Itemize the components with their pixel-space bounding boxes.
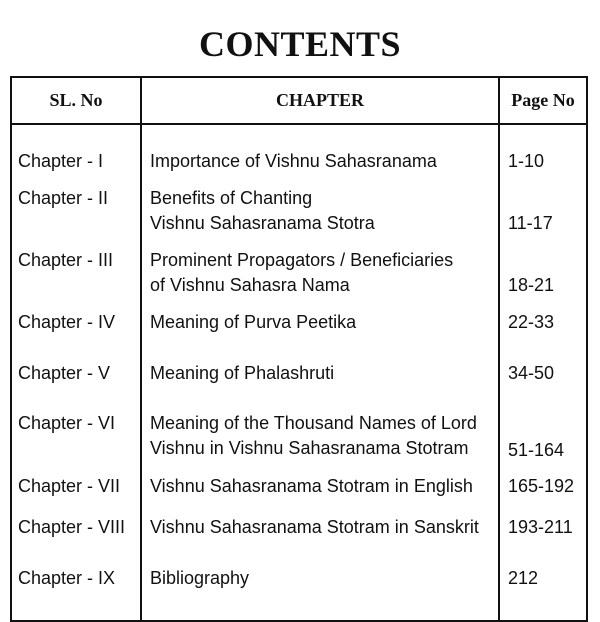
chapter-title-line: Meaning of Phalashruti — [150, 363, 335, 383]
page-range: 11-17 — [508, 213, 553, 233]
chapter-title-line: of Vishnu Sahasra Nama — [150, 275, 350, 295]
page-title: CONTENTS — [198, 24, 402, 64]
chapter-number: Chapter - I — [18, 151, 104, 171]
page-range: 51-164 — [508, 440, 565, 460]
chapter-title-line: Bibliography — [150, 568, 250, 588]
chapter-number: Chapter - VII — [18, 476, 121, 496]
column-divider-right — [498, 76, 500, 622]
page-range: 1-10 — [508, 151, 545, 171]
chapter-title — [150, 474, 496, 499]
chapter-title-line: Benefits of Chanting — [150, 188, 313, 208]
chapter-title — [150, 186, 496, 236]
chapter-title-line: Prominent Propagators / Beneficiaries — [150, 250, 454, 270]
chapter-title-line: Vishnu Sahasranama Stotram in Sanskrit — [150, 517, 479, 537]
page-range: 212 — [508, 568, 539, 588]
chapter-title-line: Vishnu Sahasranama Stotra — [150, 213, 375, 233]
header-page-no: Page No — [511, 90, 575, 110]
chapter-number: Chapter - V — [18, 363, 111, 383]
chapter-title — [150, 310, 496, 335]
chapter-number: Chapter - VIII — [18, 517, 126, 537]
chapter-title-line: Meaning of the Thousand Names of Lord — [150, 413, 477, 433]
chapter-title — [150, 149, 496, 174]
chapter-title-line: Vishnu Sahasranama Stotram in English — [150, 476, 473, 496]
header-divider — [10, 123, 588, 125]
chapter-title — [150, 248, 496, 298]
chapter-title — [150, 566, 496, 591]
header-chapter: CHAPTER — [275, 90, 364, 110]
chapter-title — [150, 361, 496, 386]
chapter-number: Chapter - II — [18, 188, 109, 208]
page-range: 193-211 — [508, 517, 573, 537]
chapter-title-line: Importance of Vishnu Sahasranama — [150, 151, 437, 171]
header-sl-no: SL. No — [49, 90, 103, 110]
page-range: 18-21 — [508, 275, 555, 295]
page-range: 165-192 — [508, 476, 575, 496]
page-range: 34-50 — [508, 363, 555, 383]
page-range: 22-33 — [508, 312, 555, 332]
chapter-title-line: Vishnu in Vishnu Sahasranama Stotram — [150, 438, 469, 458]
chapter-number: Chapter - IV — [18, 312, 116, 332]
chapter-number: Chapter - VI — [18, 413, 116, 433]
chapter-number: Chapter - III — [18, 250, 114, 270]
chapter-title — [150, 411, 496, 461]
chapter-number: Chapter - IX — [18, 568, 116, 588]
chapter-title-line: Meaning of Purva Peetika — [150, 312, 357, 332]
column-divider-left — [140, 76, 142, 622]
chapter-title — [150, 515, 496, 540]
